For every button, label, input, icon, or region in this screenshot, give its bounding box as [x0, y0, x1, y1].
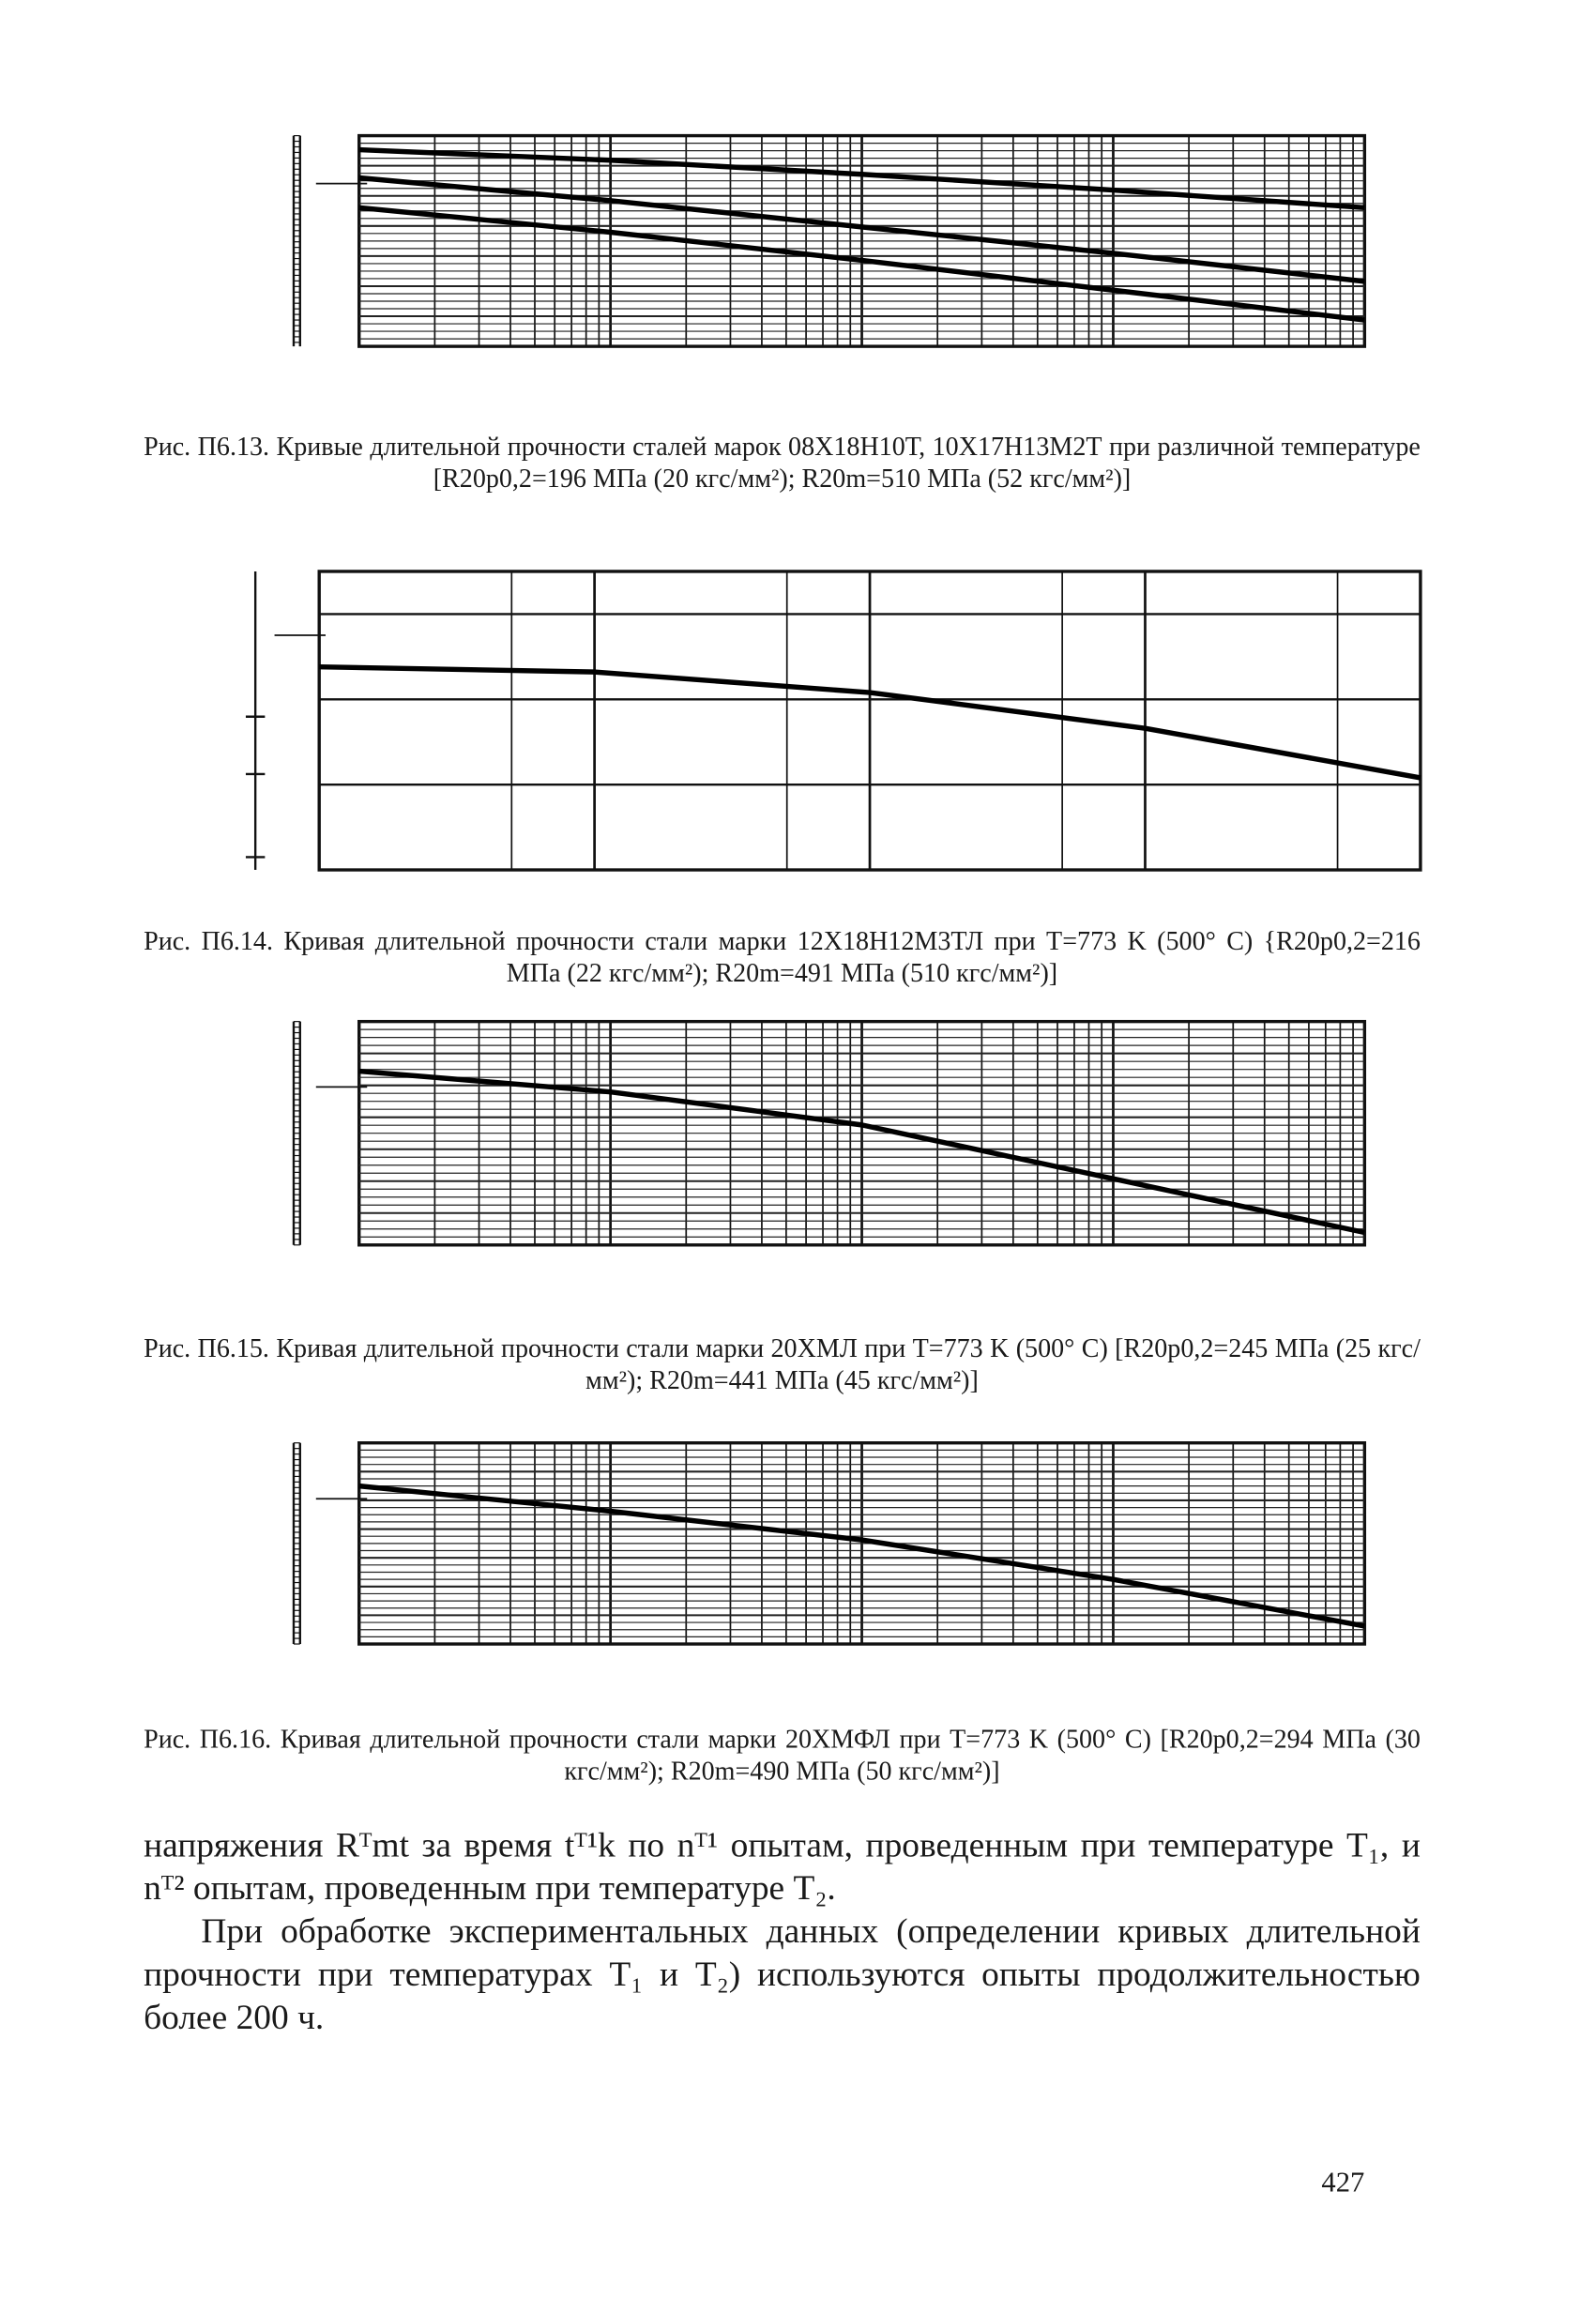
caption-label: Рис. П6.16. [144, 1724, 272, 1755]
caption-text: Кривые длительной прочности сталей марок 08Х18Н10Т, [276, 431, 926, 462]
caption-text: (500° C) [R20p0,2=294 МПа (30 кгс/мм²); R20m=490 МПа (50 кгс/мм²)] [564, 1724, 1421, 1787]
caption-text: R20m=510 МПа (52 кгс/мм²)] [801, 463, 1132, 494]
caption-label: Рис. П6.14. [144, 925, 273, 956]
caption-text: Кривая длительной прочности стали марки 20ХМЛ при T=773 K [276, 1332, 1010, 1363]
caption-text: Кривая длительной прочности стали марки 20ХМФЛ при T=773 K [280, 1724, 1049, 1755]
caption-text: 10Х17Н13М2Т при различной температуре [R20p0,2=196 МПа (20 кгс/мм²); [433, 431, 1421, 494]
caption-label: Рис. П6.13. [144, 431, 270, 462]
paragraph: При обработке экспериментальных данных (определении кривых длительной прочности при температурах T₁ и T₂) используются опыты продолжительностью более 200 ч. [144, 1910, 1421, 2037]
body-text [144, 1823, 1421, 2039]
caption-text: T=773 K (500° C) {R20p0,2=216 МПа (22 кгс/мм²); R20m=491 МПа (510 кгс/мм²)] [506, 925, 1421, 988]
caption-text: Кривая длительной прочности стали марки 12Х18Н12М3ТЛ при [283, 925, 1036, 956]
caption-text: (500° C) [R20p0,2=245 МПа (25 кгс/мм²); R20m=441 МПа (45 кгс/мм²)] [585, 1332, 1421, 1395]
caption-label: Рис. П6.15. [144, 1332, 269, 1363]
page-number: 427 [1321, 2166, 1365, 2199]
caption-fig-6-16 [144, 1724, 1421, 1788]
paragraph: напряжения Rᵀmt за время tᵀ¹k по nᵀ¹ опытам, проведенным при температуре T₁, и nᵀ² опытам, проведенным при температуре T₂. [144, 1824, 1421, 1908]
